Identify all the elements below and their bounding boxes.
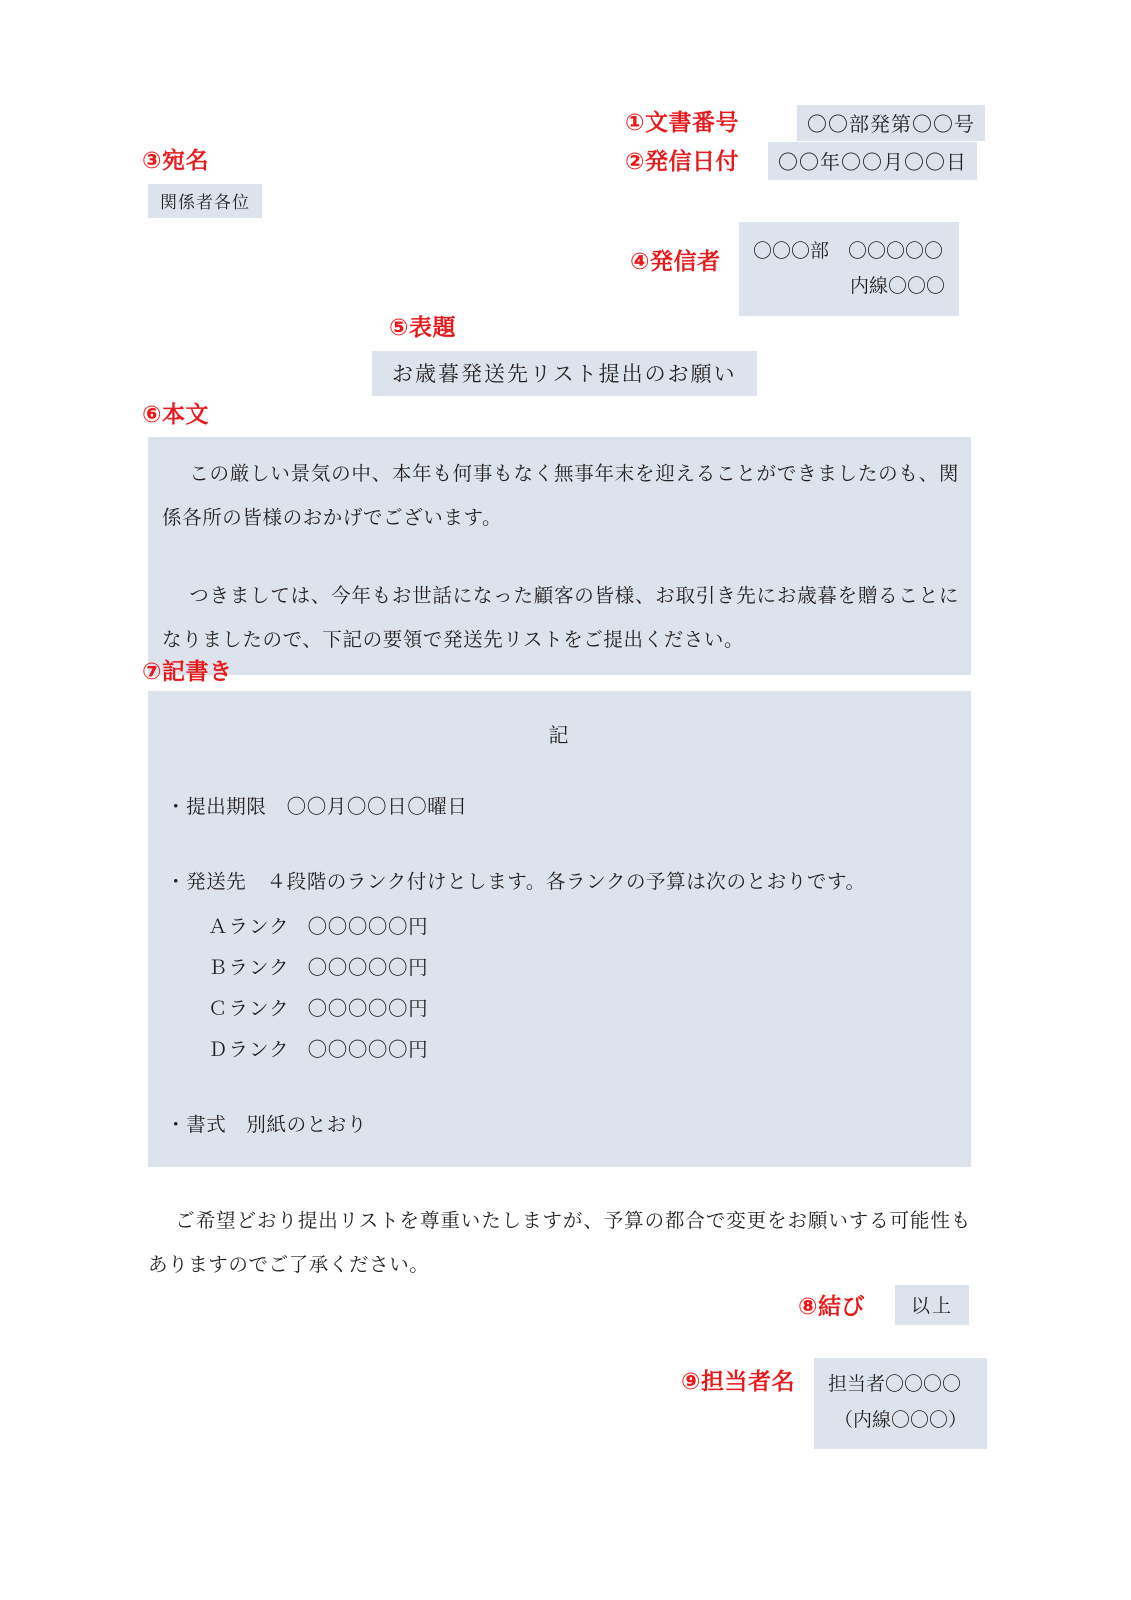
annotation-sender: ④発信者 xyxy=(630,249,721,275)
note-heading: 記 xyxy=(548,725,571,747)
annotation-title: ⑤表題 xyxy=(389,315,456,341)
person-line-1: 担当者〇〇〇〇 xyxy=(828,1374,962,1395)
rank-d-name: Ｄランク xyxy=(208,1040,290,1062)
addressee-value: 関係者各位 xyxy=(148,184,262,218)
annotation-closing: ⑧結び xyxy=(798,1294,865,1320)
body-box xyxy=(148,437,971,675)
rank-a-amount: 〇〇〇〇〇円 xyxy=(307,917,429,939)
person-box xyxy=(814,1358,987,1449)
note-item-deadline: ・提出期限 〇〇月〇〇日〇曜日 xyxy=(166,797,468,818)
rank-b-amount: 〇〇〇〇〇円 xyxy=(307,958,429,980)
sender-line-2: 内線〇〇〇 xyxy=(849,276,945,298)
closing-paragraph-box xyxy=(148,1200,971,1288)
rank-d-amount: 〇〇〇〇〇円 xyxy=(307,1040,429,1062)
annotation-doc-number: ①文書番号 xyxy=(625,110,739,136)
body-paragraph-1: この厳しい景気の中、本年も何事もなく無事年末を迎えることができましたのも、関係各所の皆様のおかげでございます。 xyxy=(162,464,959,529)
person-line-2: （内線〇〇〇） xyxy=(833,1410,967,1432)
page-title: お歳暮発送先リスト提出のお願い xyxy=(372,351,757,396)
note-box xyxy=(148,691,971,1167)
annotation-doc-date: ②発信日付 xyxy=(625,149,739,175)
doc-number-value: 〇〇部発第〇〇号 xyxy=(797,105,985,141)
note-spacer-2 xyxy=(148,823,971,867)
body-spacer xyxy=(148,541,971,575)
rank-row-c xyxy=(148,990,971,1031)
note-spacer-3 xyxy=(148,1072,971,1110)
annotation-addressee: ③宛名 xyxy=(142,148,209,174)
note-spacer-1 xyxy=(148,748,971,792)
sender-line-1: 〇〇〇部 〇〇〇〇〇 xyxy=(753,241,944,262)
closing-paragraph: ご希望どおり提出リストを尊重いたしますが、予算の都合で変更をお願いする可能性もありますのでご了承ください。 xyxy=(148,1211,971,1276)
note-item-format: ・書式 別紙のとおり xyxy=(166,1115,368,1137)
doc-date-value: 〇〇年〇〇月〇〇日 xyxy=(768,142,977,180)
rank-a-name: Ａランク xyxy=(208,917,290,939)
annotation-note: ⑦記書き xyxy=(142,659,233,685)
rank-c-name: Ｃランク xyxy=(208,999,290,1021)
rank-b-name: Ｂランク xyxy=(208,958,290,980)
note-item-destination: ・発送先 ４段階のランク付けとします。各ランクの予算は次のとおりです。 xyxy=(166,872,866,894)
annotation-body: ⑥本文 xyxy=(142,402,209,428)
rank-c-amount: 〇〇〇〇〇円 xyxy=(307,999,429,1021)
sender-box xyxy=(739,222,959,316)
annotation-person: ⑨担当者名 xyxy=(681,1369,795,1395)
body-paragraph-2: つきましては、今年もお世話になった顧客の皆様、お取引き先にお歳暮を贈ることになりましたので、下記の要領で発送先リストをご提出ください。 xyxy=(162,585,959,651)
rank-row-b xyxy=(148,949,971,990)
rank-row-a xyxy=(148,908,971,949)
rank-row-d xyxy=(148,1031,971,1072)
closing-value: 以上 xyxy=(895,1285,969,1325)
